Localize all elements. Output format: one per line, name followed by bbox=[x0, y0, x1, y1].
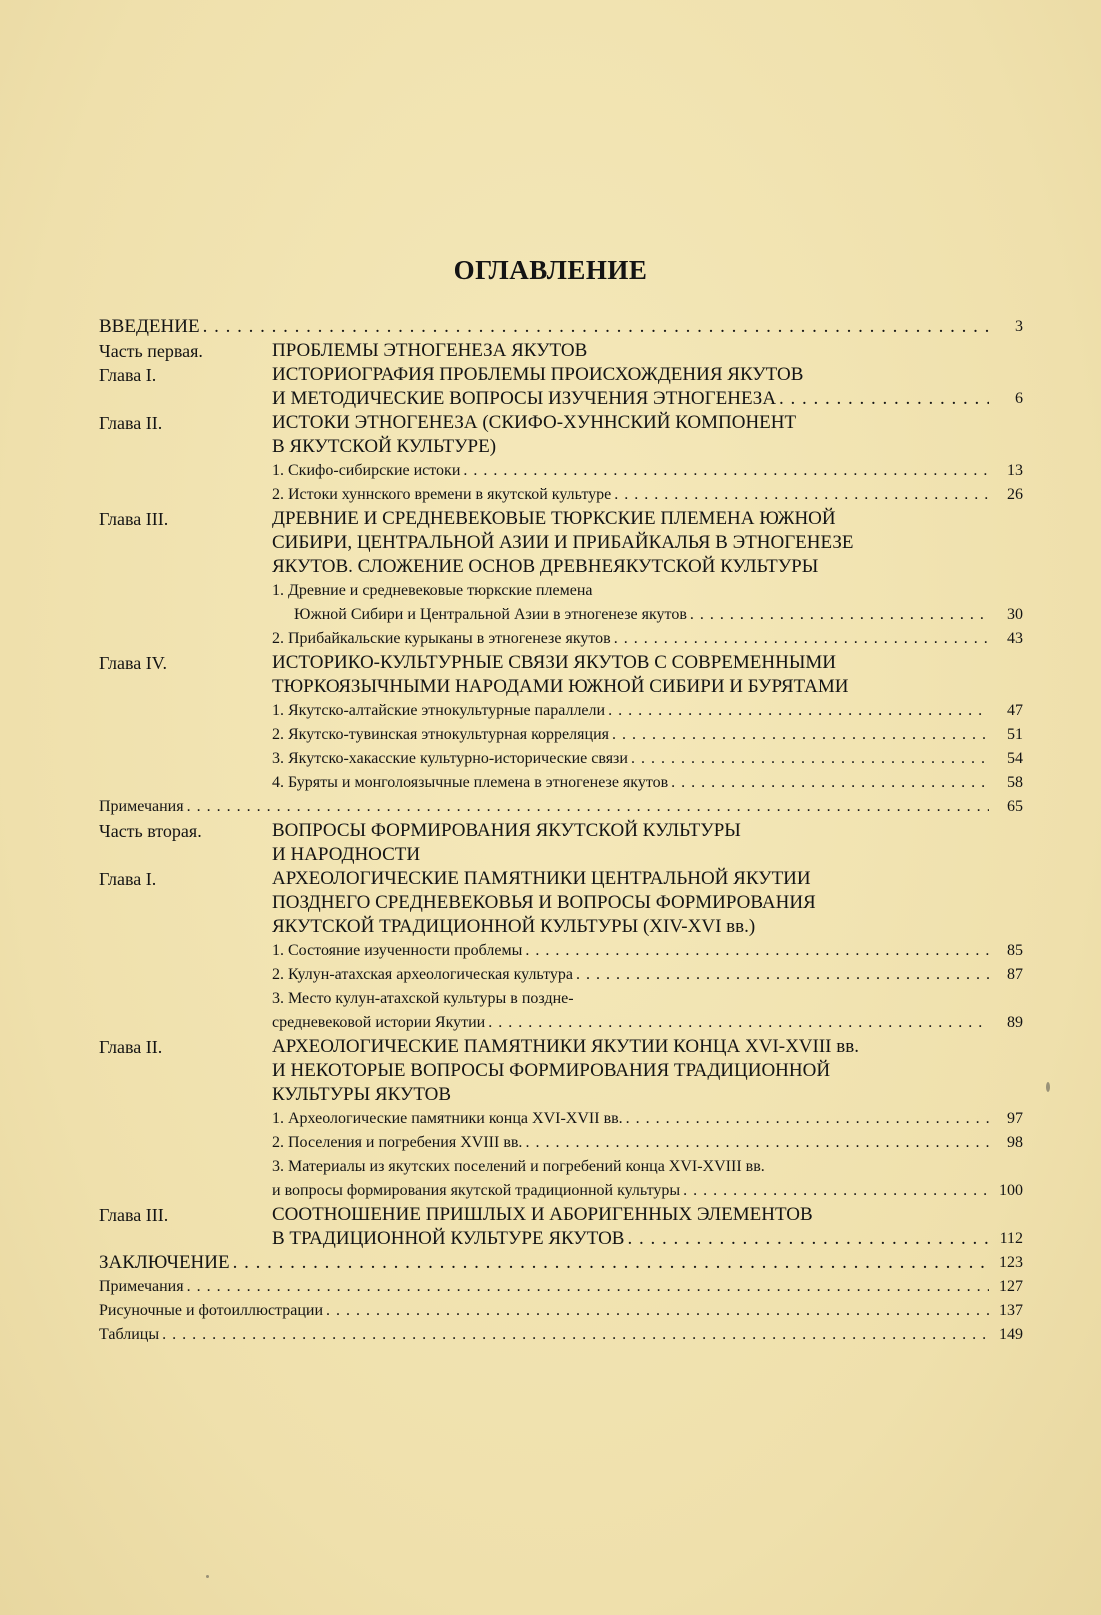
toc-row bbox=[99, 435, 1023, 459]
dot-leader bbox=[162, 1323, 989, 1347]
page-number: 43 bbox=[1007, 630, 1023, 647]
toc-row bbox=[99, 867, 1023, 891]
toc-entry-title: 2. Прибайкальские курыканы в этногенезе якутов bbox=[272, 630, 611, 647]
toc-row bbox=[99, 555, 1023, 579]
toc-chapter-title: ЯКУТСКОЙ ТРАДИЦИОННОЙ КУЛЬТУРЫ (XIV-XVI вв.) bbox=[272, 916, 756, 937]
toc-chapter-title: В ЯКУТСКОЙ КУЛЬТУРЕ) bbox=[272, 436, 497, 457]
page-number: 3 bbox=[1015, 318, 1023, 335]
page-number: 89 bbox=[1007, 1014, 1023, 1031]
toc-row bbox=[99, 1203, 1023, 1227]
dot-leader bbox=[779, 387, 989, 411]
dot-leader bbox=[525, 1131, 989, 1155]
toc-row bbox=[99, 1275, 1023, 1299]
toc-row bbox=[99, 627, 1023, 651]
toc-entry bbox=[99, 1323, 989, 1347]
toc-chapter-title: ЯКУТОВ. СЛОЖЕНИЕ ОСНОВ ДРЕВНЕЯКУТСКОЙ КУЛЬТУРЫ bbox=[272, 556, 819, 577]
toc-entry-title: 2. Истоки хуннского времени в якутской культуре bbox=[272, 486, 612, 503]
toc-chapter-title: КУЛЬТУРЫ ЯКУТОВ bbox=[272, 1084, 452, 1105]
toc-chapter-title: ВОПРОСЫ ФОРМИРОВАНИЯ ЯКУТСКОЙ КУЛЬТУРЫ bbox=[272, 820, 741, 841]
toc-row bbox=[99, 411, 1023, 435]
toc-entry-title: Рисуночные и фотоиллюстрации bbox=[99, 1302, 324, 1319]
toc-entry bbox=[272, 1131, 989, 1155]
dot-leader bbox=[612, 723, 989, 747]
toc-entry-title: 1. Древние и средневековые тюркские племена bbox=[272, 582, 593, 599]
paper-speck bbox=[206, 1575, 209, 1578]
toc-row bbox=[99, 1323, 1023, 1347]
toc-part-label: Глава II. bbox=[99, 1037, 163, 1057]
toc-entry-title: В ТРАДИЦИОННОЙ КУЛЬТУРЕ ЯКУТОВ bbox=[272, 1228, 625, 1249]
toc-entry bbox=[272, 1107, 989, 1131]
toc-entry bbox=[272, 699, 989, 723]
toc-row bbox=[99, 387, 1023, 411]
toc-row bbox=[99, 1299, 1023, 1323]
page-number: 65 bbox=[1007, 798, 1023, 815]
toc-chapter-title: ТЮРКОЯЗЫЧНЫМИ НАРОДАМИ ЮЖНОЙ СИБИРИ И БУРЯТАМИ bbox=[272, 676, 849, 697]
toc-chapter-title: ИСТОКИ ЭТНОГЕНЕЗА (СКИФО-ХУННСКИЙ КОМПОНЕНТ bbox=[272, 412, 797, 433]
toc-entry-title: 1. Археологические памятники конца XVI-XVII вв. bbox=[272, 1110, 623, 1127]
toc-row bbox=[99, 531, 1023, 555]
toc-part-label: Глава I. bbox=[99, 869, 157, 889]
toc-chapter-title: ИСТОРИОГРАФИЯ ПРОБЛЕМЫ ПРОИСХОЖДЕНИЯ ЯКУТОВ bbox=[272, 364, 804, 385]
page-number: 26 bbox=[1007, 486, 1023, 503]
toc-chapter-title: АРХЕОЛОГИЧЕСКИЕ ПАМЯТНИКИ ЯКУТИИ КОНЦА XVI-XVIII вв. bbox=[272, 1036, 859, 1057]
dot-leader bbox=[614, 627, 989, 651]
toc-entry-title: средневековой истории Якутии bbox=[272, 1014, 486, 1031]
toc-row bbox=[99, 1035, 1023, 1059]
dot-leader bbox=[631, 747, 989, 771]
toc-row bbox=[99, 723, 1023, 747]
toc-row bbox=[99, 699, 1023, 723]
page-number: 123 bbox=[999, 1254, 1023, 1271]
page-number: 112 bbox=[999, 1230, 1023, 1247]
toc-entry-title: И МЕТОДИЧЕСКИЕ ВОПРОСЫ ИЗУЧЕНИЯ ЭТНОГЕНЕЗА bbox=[272, 388, 777, 409]
toc-entry bbox=[272, 771, 989, 795]
toc-row bbox=[99, 1083, 1023, 1107]
page-number: 100 bbox=[999, 1182, 1023, 1199]
toc-row bbox=[99, 459, 1023, 483]
toc-row bbox=[99, 891, 1023, 915]
toc-entry bbox=[272, 483, 989, 507]
toc-row bbox=[99, 1179, 1023, 1203]
toc-row bbox=[99, 795, 1023, 819]
toc-entry-title: 2. Кулун-атахская археологическая культура bbox=[272, 966, 573, 983]
toc-row bbox=[99, 819, 1023, 843]
page-number: 51 bbox=[1007, 726, 1023, 743]
toc-row bbox=[99, 483, 1023, 507]
toc-entry bbox=[272, 627, 989, 651]
page-number: 137 bbox=[999, 1302, 1023, 1319]
toc-entry-title: Таблицы bbox=[99, 1326, 160, 1343]
toc-entry-title: 4. Буряты и монголоязычные племена в этногенезе якутов bbox=[272, 774, 669, 791]
toc-chapter-title: СООТНОШЕНИЕ ПРИШЛЫХ И АБОРИГЕННЫХ ЭЛЕМЕНТОВ bbox=[272, 1204, 813, 1225]
toc-row bbox=[99, 1131, 1023, 1155]
toc-row bbox=[99, 507, 1023, 531]
dot-leader bbox=[626, 1107, 989, 1131]
toc-row bbox=[99, 675, 1023, 699]
toc-part-label: Глава I. bbox=[99, 365, 157, 385]
toc-entry-title: 1. Скифо-сибирские истоки bbox=[272, 462, 461, 479]
page-number: 85 bbox=[1007, 942, 1023, 959]
toc-entry-title: 1. Якутско-алтайские этнокультурные параллели bbox=[272, 702, 606, 719]
toc-entry bbox=[272, 1179, 989, 1203]
toc-entry-title: Примечания bbox=[99, 1278, 184, 1295]
toc-entry bbox=[99, 1299, 989, 1323]
toc-entry bbox=[272, 723, 989, 747]
toc-entry bbox=[272, 939, 989, 963]
toc-row bbox=[99, 987, 1023, 1011]
page-number: 97 bbox=[1007, 1110, 1023, 1127]
toc-row bbox=[99, 747, 1023, 771]
toc-row bbox=[99, 963, 1023, 987]
toc-entry bbox=[272, 963, 989, 987]
page-number: 47 bbox=[1007, 702, 1023, 719]
toc-row bbox=[99, 363, 1023, 387]
toc-entry-title: Примечания bbox=[99, 798, 184, 815]
dot-leader bbox=[608, 699, 989, 723]
toc-entry-title: ЗАКЛЮЧЕНИЕ bbox=[99, 1252, 230, 1273]
page-title: ОГЛАВЛЕНИЕ bbox=[453, 255, 648, 285]
dot-leader bbox=[671, 771, 989, 795]
toc-entry-title: 2. Поселения и погребения XVIII вв. bbox=[272, 1134, 523, 1151]
toc-entry bbox=[99, 315, 989, 339]
dot-leader bbox=[525, 939, 989, 963]
dot-leader bbox=[187, 1275, 989, 1299]
toc-entry bbox=[272, 1011, 989, 1035]
toc-chapter-title: СИБИРИ, ЦЕНТРАЛЬНОЙ АЗИИ И ПРИБАЙКАЛЬЯ В ЭТНОГЕНЕЗЕ bbox=[272, 532, 854, 553]
dot-leader bbox=[627, 1227, 989, 1251]
toc-entry-title: и вопросы формирования якутской традиционной культуры bbox=[272, 1182, 681, 1199]
toc-row bbox=[99, 1107, 1023, 1131]
toc-part-label: Часть первая. bbox=[99, 341, 203, 361]
dot-leader bbox=[683, 1179, 989, 1203]
page-number: 98 bbox=[1007, 1134, 1023, 1151]
toc-entry bbox=[272, 387, 989, 411]
dot-leader bbox=[576, 963, 989, 987]
toc-entry bbox=[294, 603, 989, 627]
toc-entry-title: Южной Сибири и Центральной Азии в этногенезе якутов bbox=[294, 606, 687, 623]
toc-row bbox=[99, 603, 1023, 627]
toc-entry-title: 3. Якутско-хакасские культурно-исторические связи bbox=[272, 750, 628, 767]
table-of-contents bbox=[99, 315, 1023, 1347]
page-number: 127 bbox=[999, 1278, 1023, 1295]
toc-row bbox=[99, 315, 1023, 339]
toc-row bbox=[99, 1251, 1023, 1275]
toc-chapter-title: И НАРОДНОСТИ bbox=[272, 844, 421, 865]
page-number: 149 bbox=[999, 1326, 1023, 1343]
toc-row bbox=[99, 915, 1023, 939]
toc-part-label: Глава II. bbox=[99, 413, 163, 433]
toc-chapter-title: ИСТОРИКО-КУЛЬТУРНЫЕ СВЯЗИ ЯКУТОВ С СОВРЕМЕННЫМИ bbox=[272, 652, 837, 673]
toc-row bbox=[99, 1059, 1023, 1083]
toc-entry bbox=[272, 747, 989, 771]
dot-leader bbox=[203, 315, 989, 339]
toc-part-label: Глава III. bbox=[99, 1205, 169, 1225]
toc-entry bbox=[99, 1251, 989, 1275]
toc-row bbox=[99, 843, 1023, 867]
toc-chapter-title: И НЕКОТОРЫЕ ВОПРОСЫ ФОРМИРОВАНИЯ ТРАДИЦИОННОЙ bbox=[272, 1060, 831, 1081]
toc-chapter-title: АРХЕОЛОГИЧЕСКИЕ ПАМЯТНИКИ ЦЕНТРАЛЬНОЙ ЯКУТИИ bbox=[272, 868, 811, 889]
toc-entry-title: 3. Место кулун-атахской культуры в поздне- bbox=[272, 990, 574, 1007]
toc-row bbox=[99, 339, 1023, 363]
toc-chapter-title: ПОЗДНЕГО СРЕДНЕВЕКОВЬЯ И ВОПРОСЫ ФОРМИРОВАНИЯ bbox=[272, 892, 816, 913]
toc-entry-title: ВВЕДЕНИЕ bbox=[99, 316, 200, 337]
toc-entry bbox=[99, 795, 989, 819]
toc-part-label: Глава IV. bbox=[99, 653, 167, 673]
toc-entry bbox=[99, 1275, 989, 1299]
page-number: 6 bbox=[1015, 390, 1023, 407]
toc-row bbox=[99, 579, 1023, 603]
page-number: 87 bbox=[1007, 966, 1023, 983]
dot-leader bbox=[690, 603, 989, 627]
dot-leader bbox=[488, 1011, 989, 1035]
toc-entry-title: 1. Состояние изученности проблемы bbox=[272, 942, 523, 959]
toc-entry bbox=[272, 459, 989, 483]
dot-leader bbox=[463, 459, 989, 483]
page-number: 54 bbox=[1007, 750, 1023, 767]
page-number: 13 bbox=[1007, 462, 1023, 479]
paper-speck bbox=[1046, 1082, 1050, 1092]
toc-part-label: Часть вторая. bbox=[99, 821, 202, 841]
toc-row bbox=[99, 771, 1023, 795]
toc-row bbox=[99, 651, 1023, 675]
toc-chapter-title: ПРОБЛЕМЫ ЭТНОГЕНЕЗА ЯКУТОВ bbox=[272, 340, 588, 361]
toc-row bbox=[99, 939, 1023, 963]
dot-leader bbox=[233, 1251, 989, 1275]
toc-part-label: Глава III. bbox=[99, 509, 169, 529]
dot-leader bbox=[614, 483, 989, 507]
page-number: 30 bbox=[1007, 606, 1023, 623]
toc-row bbox=[99, 1227, 1023, 1251]
page-number: 58 bbox=[1007, 774, 1023, 791]
toc-entry-title: 2. Якутско-тувинская этнокультурная корреляция bbox=[272, 726, 609, 743]
toc-row bbox=[99, 1155, 1023, 1179]
toc-entry-title: 3. Материалы из якутских поселений и погребений конца XVI-XVIII вв. bbox=[272, 1158, 765, 1175]
dot-leader bbox=[326, 1299, 989, 1323]
toc-row bbox=[99, 1011, 1023, 1035]
dot-leader bbox=[187, 795, 989, 819]
toc-chapter-title: ДРЕВНИЕ И СРЕДНЕВЕКОВЫЕ ТЮРКСКИЕ ПЛЕМЕНА ЮЖНОЙ bbox=[272, 508, 836, 529]
toc-entry bbox=[272, 1227, 989, 1251]
